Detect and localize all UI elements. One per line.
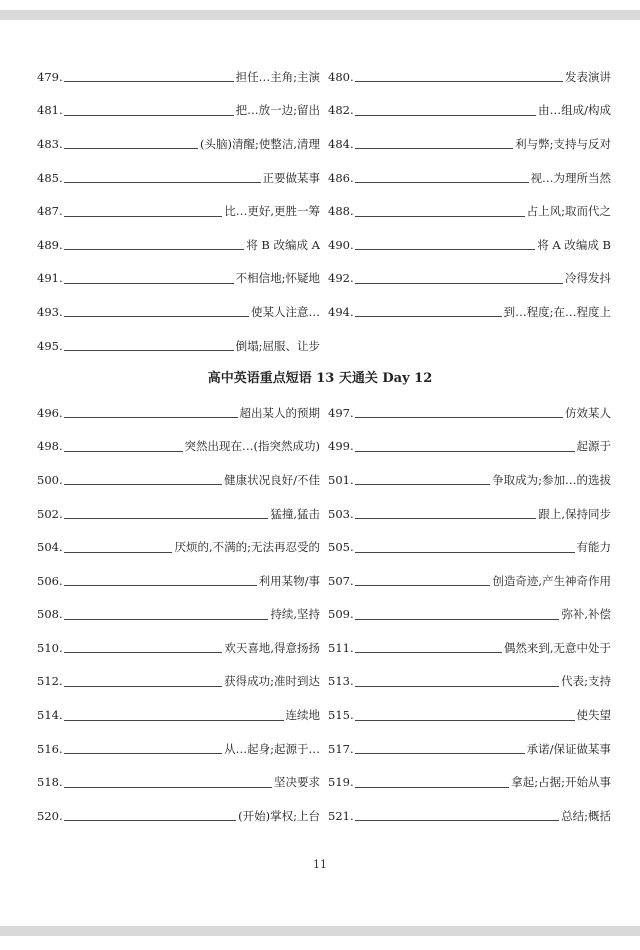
item-meaning: 突然出现在…(指突然成功) bbox=[184, 439, 320, 454]
answer-blank[interactable] bbox=[355, 542, 575, 553]
answer-blank[interactable] bbox=[355, 239, 536, 250]
item-number: 505. bbox=[328, 540, 354, 555]
item-meaning: 由…组成/构成 bbox=[538, 103, 611, 118]
answer-blank[interactable] bbox=[355, 306, 502, 317]
answer-blank[interactable] bbox=[355, 710, 575, 721]
item-number: 500. bbox=[37, 472, 63, 487]
phrase-item bbox=[37, 262, 320, 296]
item-meaning: 跟上,保持同步 bbox=[538, 506, 611, 521]
phrase-item bbox=[328, 94, 611, 128]
phrase-item bbox=[37, 631, 320, 665]
item-number: 482. bbox=[328, 103, 354, 118]
phrase-item bbox=[37, 463, 320, 497]
phrase-item bbox=[37, 94, 320, 128]
phrase-item bbox=[328, 765, 611, 799]
item-number: 488. bbox=[328, 204, 354, 219]
item-number: 498. bbox=[37, 439, 63, 454]
answer-blank[interactable] bbox=[64, 105, 234, 116]
phrase-item bbox=[37, 329, 320, 363]
item-number: 480. bbox=[328, 69, 354, 84]
item-number: 511. bbox=[328, 640, 354, 655]
item-meaning: 起源于 bbox=[576, 439, 611, 454]
item-meaning: 利用某物/事 bbox=[258, 573, 320, 588]
item-number: 512. bbox=[37, 674, 63, 689]
answer-blank[interactable] bbox=[64, 239, 245, 250]
item-meaning: 担任…主角;主演 bbox=[235, 69, 320, 84]
item-meaning: 利与弊;支持与反对 bbox=[515, 136, 611, 151]
phrase-item bbox=[328, 497, 611, 531]
item-meaning: 获得成功;准时到达 bbox=[224, 674, 320, 689]
answer-blank[interactable] bbox=[64, 306, 249, 317]
item-number: 491. bbox=[37, 271, 63, 286]
answer-blank[interactable] bbox=[64, 441, 183, 452]
item-meaning: 将 B 改编成 A bbox=[246, 237, 320, 252]
item-meaning: 倒塌;屈服、让步 bbox=[235, 338, 320, 353]
answer-blank[interactable] bbox=[355, 206, 525, 217]
answer-blank[interactable] bbox=[64, 710, 284, 721]
phrase-item bbox=[37, 497, 320, 531]
item-number: 495. bbox=[37, 338, 63, 353]
item-meaning: 把…放一边;留出 bbox=[235, 103, 320, 118]
item-number: 507. bbox=[328, 573, 354, 588]
item-number: 486. bbox=[328, 170, 354, 185]
phrase-item bbox=[328, 530, 611, 564]
answer-blank[interactable] bbox=[355, 441, 575, 452]
phrase-item bbox=[37, 295, 320, 329]
phrase-grid-1 bbox=[37, 60, 611, 362]
item-number: 503. bbox=[328, 506, 354, 521]
item-meaning: 仿效某人 bbox=[565, 405, 611, 420]
item-meaning: 猛撞,猛击 bbox=[270, 506, 320, 521]
answer-blank[interactable] bbox=[355, 810, 560, 821]
item-number: 497. bbox=[328, 405, 354, 420]
answer-blank[interactable] bbox=[64, 676, 223, 687]
phrase-item bbox=[37, 665, 320, 699]
item-meaning: 拿起;占据;开始从事 bbox=[511, 775, 611, 790]
phrase-item bbox=[37, 127, 320, 161]
answer-blank[interactable] bbox=[355, 273, 563, 284]
answer-blank[interactable] bbox=[355, 676, 560, 687]
item-meaning: 使失望 bbox=[576, 708, 611, 723]
answer-blank[interactable] bbox=[355, 642, 502, 653]
item-meaning: 承诺/保证做某事 bbox=[526, 741, 611, 756]
item-number: 483. bbox=[37, 136, 63, 151]
item-number: 489. bbox=[37, 237, 63, 252]
item-number: 509. bbox=[328, 607, 354, 622]
item-meaning: 占上风;取而代之 bbox=[526, 204, 611, 219]
item-meaning: 欢天喜地,得意扬扬 bbox=[224, 640, 320, 655]
item-number: 521. bbox=[328, 808, 354, 823]
item-meaning: 到…程度;在…程度上 bbox=[503, 304, 611, 319]
answer-blank[interactable] bbox=[64, 273, 234, 284]
answer-blank[interactable] bbox=[64, 609, 269, 620]
answer-blank[interactable] bbox=[64, 71, 234, 82]
phrase-item bbox=[37, 161, 320, 195]
answer-blank[interactable] bbox=[64, 138, 198, 149]
item-number: 499. bbox=[328, 439, 354, 454]
section-heading: 高中英语重点短语 13 天通关 Day 12 bbox=[207, 371, 433, 387]
item-number: 504. bbox=[37, 540, 63, 555]
answer-blank[interactable] bbox=[355, 407, 563, 418]
answer-blank[interactable] bbox=[355, 138, 514, 149]
phrase-item bbox=[328, 161, 611, 195]
item-number: 484. bbox=[328, 136, 354, 151]
phrase-item bbox=[328, 127, 611, 161]
answer-blank[interactable] bbox=[64, 575, 257, 586]
item-number: 513. bbox=[328, 674, 354, 689]
answer-blank[interactable] bbox=[64, 206, 223, 217]
item-number: 520. bbox=[37, 808, 63, 823]
phrase-item bbox=[328, 295, 611, 329]
phrase-item bbox=[37, 430, 320, 464]
item-meaning: 冷得发抖 bbox=[565, 271, 611, 286]
item-meaning: 总结;概括 bbox=[561, 808, 611, 823]
item-number: 496. bbox=[37, 405, 63, 420]
answer-blank[interactable] bbox=[64, 474, 223, 485]
phrase-item bbox=[37, 194, 320, 228]
item-number: 518. bbox=[37, 775, 63, 790]
answer-blank[interactable] bbox=[64, 743, 223, 754]
answer-blank[interactable] bbox=[64, 777, 272, 788]
item-number: 506. bbox=[37, 573, 63, 588]
phrase-item bbox=[328, 396, 611, 430]
phrase-item bbox=[37, 799, 320, 833]
item-number: 516. bbox=[37, 741, 63, 756]
answer-blank[interactable] bbox=[355, 71, 563, 82]
bottom-gray-band bbox=[0, 926, 640, 936]
item-number: 479. bbox=[37, 69, 63, 84]
phrase-item bbox=[328, 564, 611, 598]
phrase-item bbox=[37, 564, 320, 598]
item-meaning: 将 A 改编成 B bbox=[537, 237, 611, 252]
answer-blank[interactable] bbox=[355, 609, 560, 620]
item-number: 510. bbox=[37, 640, 63, 655]
item-meaning: 持续,坚持 bbox=[270, 607, 320, 622]
answer-blank[interactable] bbox=[355, 743, 525, 754]
answer-blank[interactable] bbox=[64, 542, 173, 553]
item-meaning: 健康状况良好/不佳 bbox=[224, 472, 320, 487]
top-gray-band bbox=[0, 10, 640, 20]
phrase-item bbox=[37, 530, 320, 564]
item-number: 502. bbox=[37, 506, 63, 521]
phrase-item bbox=[37, 598, 320, 632]
phrase-item bbox=[37, 396, 320, 430]
item-meaning: (开始)掌权;上台 bbox=[238, 808, 320, 823]
answer-blank[interactable] bbox=[355, 777, 510, 788]
item-meaning: 使某人注意… bbox=[251, 304, 320, 319]
phrase-item bbox=[328, 665, 611, 699]
item-meaning: 偶然来到,无意中处于 bbox=[503, 640, 611, 655]
item-number: 508. bbox=[37, 607, 63, 622]
item-meaning: 比…更好,更胜一筹 bbox=[224, 204, 320, 219]
item-meaning: 视…为理所当然 bbox=[530, 170, 611, 185]
item-number: 494. bbox=[328, 304, 354, 319]
answer-blank[interactable] bbox=[64, 407, 238, 418]
item-number: 515. bbox=[328, 708, 354, 723]
item-number: 485. bbox=[37, 170, 63, 185]
item-number: 519. bbox=[328, 775, 354, 790]
phrase-item bbox=[37, 698, 320, 732]
phrase-item bbox=[328, 698, 611, 732]
item-meaning: 有能力 bbox=[576, 540, 611, 555]
answer-blank[interactable] bbox=[64, 642, 223, 653]
item-meaning: 创造奇迹,产生神奇作用 bbox=[492, 573, 611, 588]
phrase-item bbox=[328, 194, 611, 228]
phrase-item bbox=[328, 430, 611, 464]
item-number: 493. bbox=[37, 304, 63, 319]
item-meaning: 发表演讲 bbox=[565, 69, 611, 84]
item-meaning: 争取成为;参加…的选拔 bbox=[492, 472, 611, 487]
phrase-item bbox=[328, 60, 611, 94]
worksheet-page bbox=[37, 60, 611, 833]
phrase-grid-2 bbox=[37, 396, 611, 833]
phrase-item bbox=[37, 732, 320, 766]
item-number: 517. bbox=[328, 741, 354, 756]
item-meaning: 厌烦的,不满的;无法再忍受的 bbox=[174, 540, 320, 555]
phrase-item bbox=[328, 631, 611, 665]
item-number: 481. bbox=[37, 103, 63, 118]
answer-blank[interactable] bbox=[355, 172, 529, 183]
item-meaning: 连续地 bbox=[285, 708, 320, 723]
item-number: 487. bbox=[37, 204, 63, 219]
phrase-item bbox=[328, 799, 611, 833]
item-number: 501. bbox=[328, 472, 354, 487]
answer-blank[interactable] bbox=[64, 340, 234, 351]
answer-blank[interactable] bbox=[64, 810, 237, 821]
phrase-item bbox=[328, 732, 611, 766]
item-meaning: 不相信地;怀疑地 bbox=[235, 271, 320, 286]
phrase-item bbox=[328, 262, 611, 296]
item-meaning: 弥补,补偿 bbox=[561, 607, 611, 622]
phrase-item bbox=[37, 765, 320, 799]
answer-blank[interactable] bbox=[355, 508, 537, 519]
answer-blank[interactable] bbox=[64, 508, 269, 519]
item-meaning: (头脑)清醒;使整洁,清理 bbox=[199, 136, 320, 151]
item-meaning: 正要做某事 bbox=[262, 170, 320, 185]
answer-blank[interactable] bbox=[355, 575, 491, 586]
item-number: 514. bbox=[37, 708, 63, 723]
item-meaning: 从…起身;起源于… bbox=[224, 741, 320, 756]
answer-blank[interactable] bbox=[355, 105, 537, 116]
phrase-item bbox=[37, 60, 320, 94]
item-number: 492. bbox=[328, 271, 354, 286]
phrase-item bbox=[328, 598, 611, 632]
page-number: 11 bbox=[313, 858, 327, 871]
phrase-item bbox=[328, 228, 611, 262]
phrase-item bbox=[328, 463, 611, 497]
answer-blank[interactable] bbox=[64, 172, 261, 183]
item-number: 490. bbox=[328, 237, 354, 252]
item-meaning: 超出某人的预期 bbox=[239, 405, 320, 420]
item-meaning: 坚决要求 bbox=[274, 775, 320, 790]
phrase-item bbox=[37, 228, 320, 262]
item-meaning: 代表;支持 bbox=[561, 674, 611, 689]
answer-blank[interactable] bbox=[355, 474, 491, 485]
